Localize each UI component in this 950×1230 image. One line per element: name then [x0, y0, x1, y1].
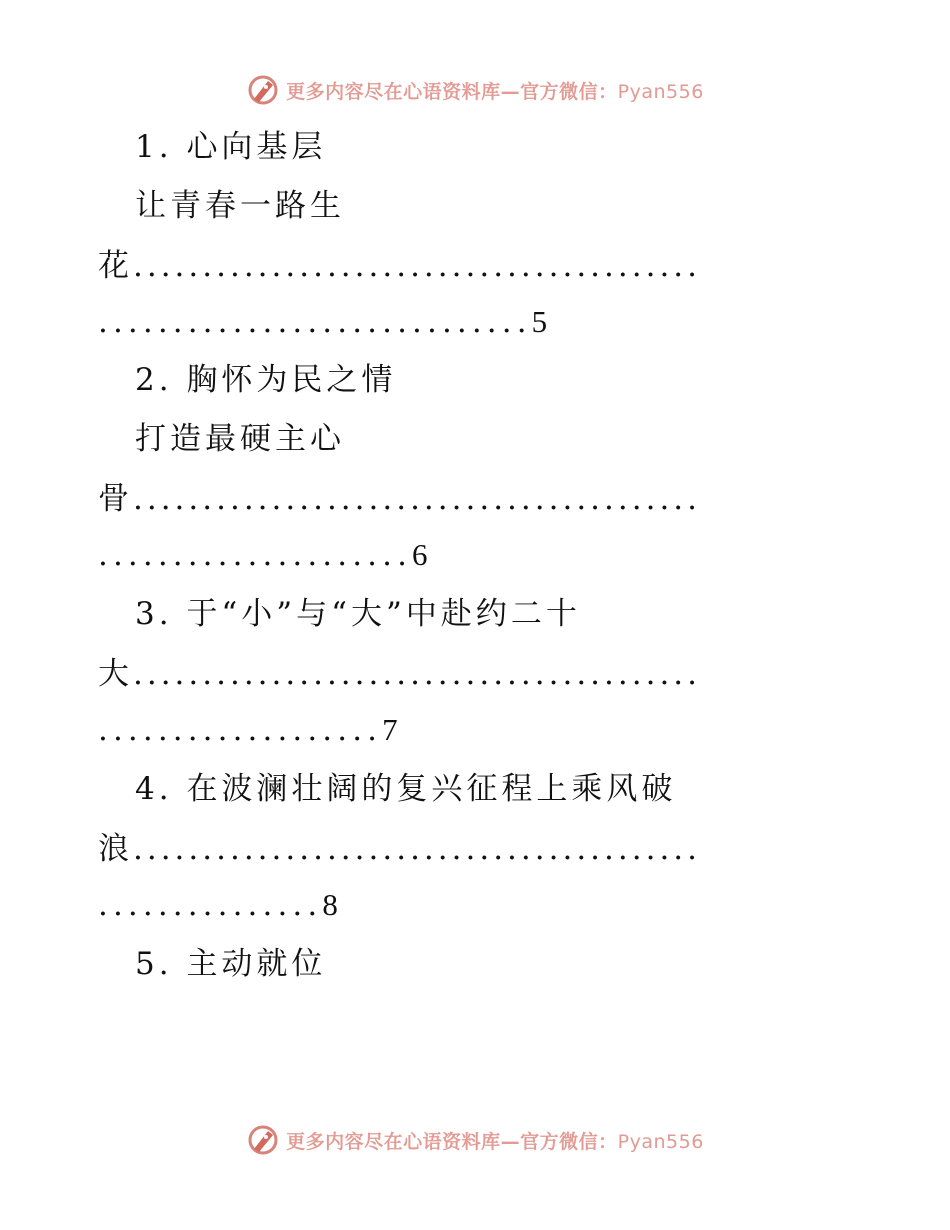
toc-entry-4-page: 8: [322, 887, 338, 922]
banner-text: 更多内容尽在心语资料库—官方微信：Pyan556: [286, 80, 704, 103]
toc-entry-5-title: 5. 主动就位: [135, 946, 327, 982]
toc-entry-2-leader-row: 骨.........................................: [98, 481, 702, 517]
toc-entry-2-title-cont: 打造最硬主心: [135, 421, 345, 457]
toc-entry-3-title: 3. 于“小”与“大”中赴约二十: [135, 596, 581, 632]
toc-entry-1-leader-row: 花.........................................: [98, 248, 702, 284]
toc-entry-2-page-row: .....................6: [98, 537, 428, 573]
toc-entry-2-page: 6: [412, 537, 428, 572]
toc-entry-1-page-row: .............................5: [98, 304, 548, 340]
banner-wechat-id: Pyan556: [617, 1130, 704, 1153]
toc-entry-3-page-row: ...................7: [98, 712, 398, 748]
toc-entry-3-leader-row: 大.........................................: [98, 656, 702, 692]
toc-entry-1-title: 1. 心向基层: [135, 129, 327, 165]
toc-entry-1-title-cont: 让青春一路生: [135, 188, 345, 224]
header-watermark-banner: [0, 70, 950, 110]
toc-entry-4-title: 4. 在波澜壮阔的复兴征程上乘风破: [135, 771, 677, 807]
footer-watermark-banner: [0, 1120, 950, 1160]
toc-entry-1-page: 5: [531, 304, 548, 339]
banner-wechat-id: Pyan556: [617, 80, 704, 103]
banner-text: 更多内容尽在心语资料库—官方微信：Pyan556: [286, 1130, 704, 1153]
toc-entry-4-leader-row: 浪.........................................: [98, 831, 702, 867]
pen-nib-circle-icon: [246, 1123, 280, 1157]
pen-nib-circle-icon: [246, 73, 280, 107]
toc-entry-2-title: 2. 胸怀为民之情: [135, 362, 397, 398]
toc-entry-4-page-row: ...............8: [98, 887, 338, 923]
toc-entry-3-page: 7: [382, 712, 398, 747]
